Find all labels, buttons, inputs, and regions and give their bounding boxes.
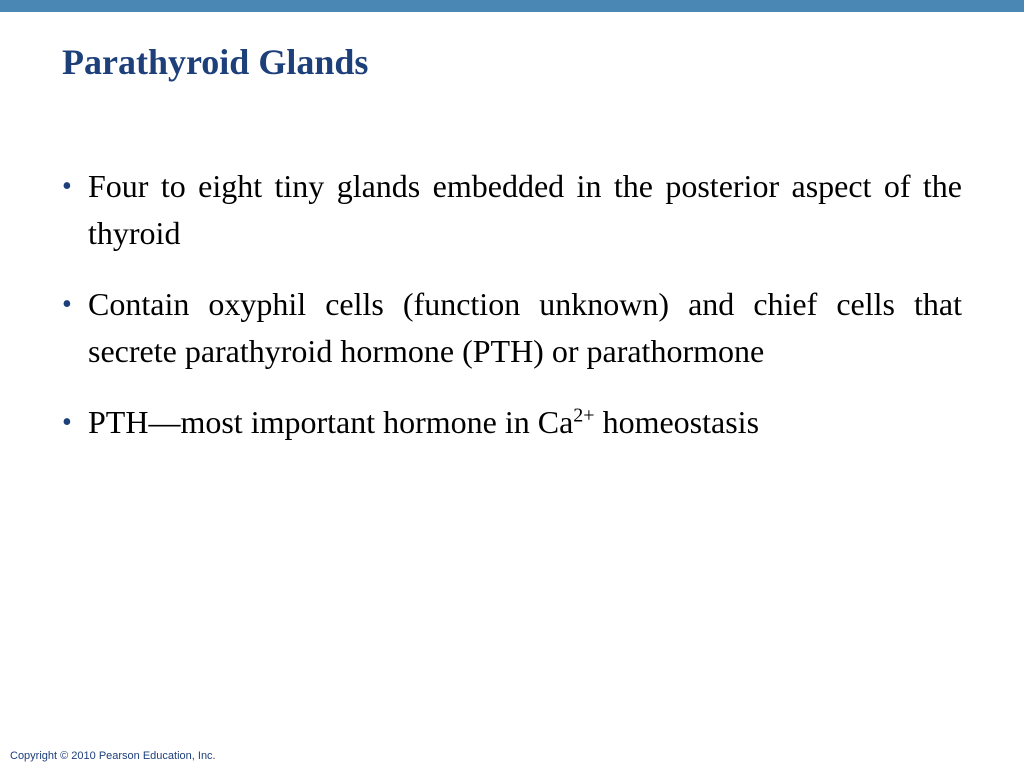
superscript-charge: 2+ bbox=[573, 404, 595, 427]
bullet-item bbox=[62, 281, 962, 375]
copyright-footer: Copyright © 2010 Pearson Education, Inc. bbox=[10, 750, 216, 762]
bullet-item bbox=[62, 163, 962, 257]
bullet-item bbox=[62, 399, 962, 446]
bullet-marker: • bbox=[62, 289, 72, 320]
bullet-list bbox=[62, 163, 962, 470]
slide-title: Parathyroid Glands bbox=[62, 42, 369, 82]
bullet-text: Four to eight tiny glands embedded in the posterior aspect of the thyroid bbox=[88, 168, 962, 251]
bullet-text: Contain oxyphil cells (function unknown) and chief cells that secrete parathyroid hormone (PTH) or parathormone bbox=[88, 286, 962, 369]
bullet-text-after: homeostasis bbox=[594, 404, 760, 440]
bullet-marker: • bbox=[62, 407, 72, 438]
bullet-text-before: PTH—most important hormone in Ca bbox=[88, 404, 574, 440]
bullet-marker: • bbox=[62, 171, 72, 202]
top-accent-bar bbox=[0, 0, 1024, 12]
